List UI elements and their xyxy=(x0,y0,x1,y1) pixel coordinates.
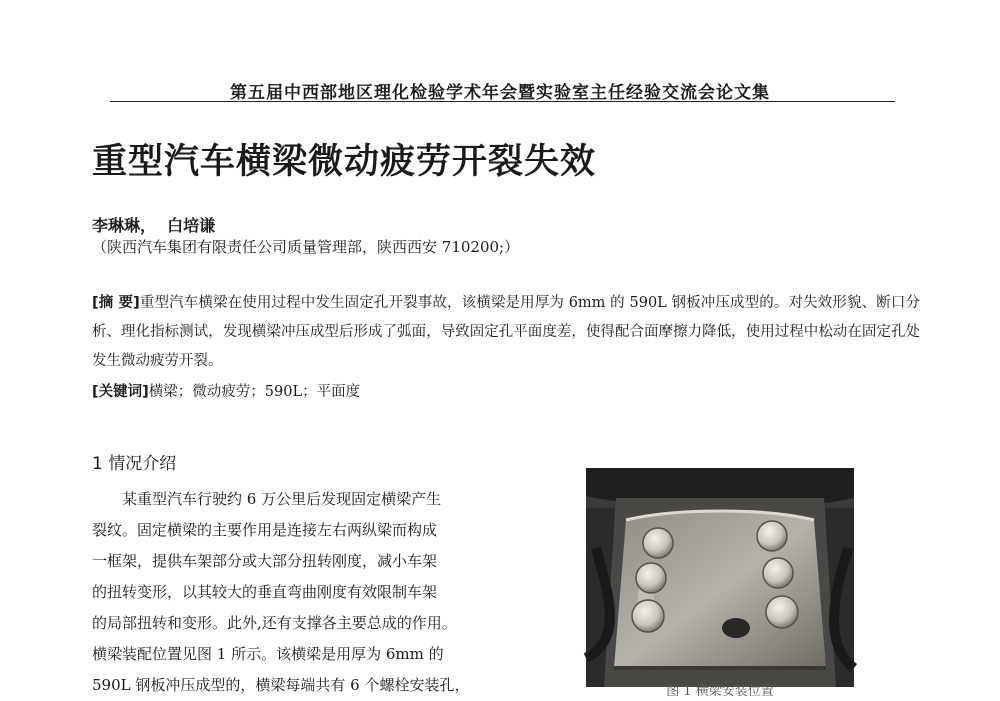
section-body xyxy=(92,484,492,701)
figure-1-caption: 图 1 横梁安装位置 xyxy=(666,684,774,699)
body-line: 裂纹。固定横梁的主要作用是连接左右两纵梁而构成 xyxy=(92,521,438,539)
keywords-text: 横梁；微动疲劳；590L；平面度 xyxy=(148,384,361,400)
keywords xyxy=(92,380,360,401)
journal-header: 第五届中西部地区理化检验学术年会暨实验室主任经验交流会论文集 xyxy=(230,83,770,103)
body-line: 590L 钢板冲压成型的，横梁每端共有 6 个螺栓安装孔， xyxy=(92,676,470,694)
body-line: 的扭转变形，以其较大的垂直弯曲刚度有效限制车架 xyxy=(92,583,438,601)
section-heading: 1 情况介绍 xyxy=(92,454,177,474)
abstract-label: [摘 要] xyxy=(92,295,140,311)
authors: 李琳琳， 白培谦 xyxy=(92,216,216,235)
body-line: 的局部扭转和变形。此外,还有支撑各主要总成的作用。 xyxy=(92,614,457,632)
affiliation: （陕西汽车集团有限责任公司质量管理部，陕西西安 710200;） xyxy=(92,238,520,256)
header-rule xyxy=(110,101,895,102)
paper-title: 重型汽车横梁微动疲劳开裂失效 xyxy=(92,142,597,182)
abstract-text: 重型汽车横梁在使用过程中发生固定孔开裂事故，该横梁是用厚为 6mm 的 590L 钢板冲压成型的。对失效形貌、断口分析、理化指标测试，发现横梁冲压成型后形成了弧面，导致固定孔平面度差，使得配合面摩擦力降低，使用过程中松动在固定孔处发生微动疲劳开裂。 xyxy=(92,295,920,369)
body-line: 某重型汽车行驶约 6 万公里后发现固定横梁产生 xyxy=(122,490,442,508)
abstract xyxy=(92,289,920,376)
keywords-label: [关键词] xyxy=(92,384,149,400)
body-line: 一框架，提供车架部分或大部分扭转刚度，减小车架 xyxy=(92,552,438,570)
body-line: 横梁装配位置见图 1 所示。该横梁是用厚为 6mm 的 xyxy=(92,645,444,663)
